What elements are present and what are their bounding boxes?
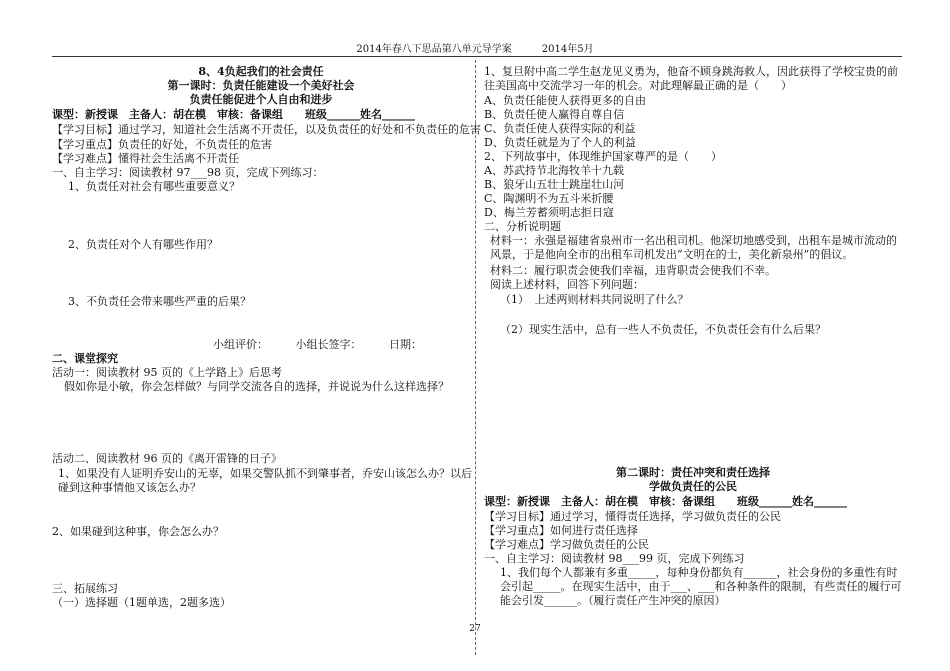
analysis-heading: 二、分析说明题 bbox=[484, 220, 561, 233]
q2-option-c: C、陶渊明不为五斗米折腰 bbox=[484, 192, 614, 205]
q1-option-c: C、负责任使人获得实际的利益 bbox=[484, 122, 636, 135]
sub-question-1: （1） 上述两则材料共同说明了什么？ bbox=[500, 293, 689, 306]
question-3: 3、不负责任会带来哪些严重的后果？ bbox=[68, 295, 251, 308]
material-1: 材料一：永强是福建省泉州市一名出租司机。他深切地感受到，出租车是城市流动的风景，于是他向全市的出租车司机发出“文明在的士，美化新泉州”的倡议。 bbox=[490, 234, 897, 261]
material-2: 材料二：履行职责会使我们幸福，违背职责会使我们不幸。 bbox=[490, 264, 776, 277]
page-number: 27 bbox=[469, 624, 481, 634]
lesson-title: 8、4负起我们的社会责任 bbox=[198, 65, 324, 78]
q1-option-a: A、负责任能使人获得更多的自由 bbox=[484, 94, 646, 107]
lesson-subtitle-2: 负责任能促进个人自由和进步 bbox=[189, 93, 333, 106]
lesson-2-meta: 课型：新授课 主备人：胡在模 审核：备课组 班级______姓名______ bbox=[484, 495, 847, 508]
learning-key: 【学习重点】负责任的好处，不负责任的危害 bbox=[52, 138, 272, 151]
self-study-heading: 一、自主学习：阅读教材 97___98 页，完成下列练习： bbox=[52, 166, 324, 179]
activity-1: 活动一：阅读教材 95 页的《上学路上》后思考 bbox=[52, 366, 282, 379]
read-instruction: 阅读上述材料，回答下列问题： bbox=[490, 278, 644, 291]
lesson-2-title: 第二课时：责任冲突和责任选择 bbox=[616, 466, 770, 479]
activity-2: 活动二、阅读教材 96 页的《离开雷锋的日子》 bbox=[52, 452, 282, 465]
section-2-heading: 二、课堂探究 bbox=[52, 352, 118, 365]
choice-question-1: 1、复旦附中高二学生赵龙见义勇为，他奋不顾身跳海救人，因此获得了学校宝贵的前往美国高中交流学习一年的机会。对此理解最正确的是（ ） bbox=[484, 65, 898, 92]
question-1: 1、负责任对社会有哪些重要意义？ bbox=[68, 180, 240, 193]
activity-1-question: 假如你是小敏，你会怎样做？与同学交流各自的选择，并说说为什么这样选择？ bbox=[64, 380, 449, 393]
lesson-2-goal: 【学习目标】通过学习，懂得责任选择，学习做负责任的公民 bbox=[484, 510, 781, 523]
q2-option-b: B、狼牙山五壮士跳崖壮山河 bbox=[484, 178, 625, 191]
lesson-meta: 课型：新授课 主备人：胡在模 审核：备课组 班级______姓名______ bbox=[52, 108, 415, 121]
q1-option-b: B、负责任使人赢得自尊自信 bbox=[484, 108, 625, 121]
learning-goal: 【学习目标】通过学习，知道社会生活离不开责任，以及负责任的好处和不负责任的危害 bbox=[52, 123, 481, 136]
column-divider bbox=[475, 60, 476, 655]
activity-2-question-1: 1、如果没有人证明乔安山的无辜，如果交警队抓不到肇事者，乔安山该怎么办？以后碰到这种事情他又该怎么办？ bbox=[58, 467, 472, 494]
question-2: 2、负责任对个人有哪些作用？ bbox=[68, 238, 218, 251]
group-evaluation: 小组评价： 小组长签字： 日期： bbox=[213, 338, 422, 351]
header-rule bbox=[52, 56, 902, 57]
learning-difficulty: 【学习难点】懂得社会生活离不开责任 bbox=[52, 152, 239, 165]
activity-2-question-2: 2、如果碰到这种事，你会怎么办？ bbox=[52, 525, 224, 538]
q2-option-d: D、梅兰芳蓄须明志拒日寇 bbox=[484, 206, 614, 219]
sub-question-2: （2）现实生活中，总有一些人不负责任，不负责任会有什么后果？ bbox=[500, 323, 826, 336]
choice-question-2: 2、下列故事中，体现维护国家尊严的是（ ） bbox=[484, 150, 722, 163]
section-3-heading: 三、拓展练习 bbox=[52, 582, 118, 595]
lesson-2-subtitle: 学做负责任的公民 bbox=[649, 480, 737, 493]
lesson-2-difficulty: 【学习难点】学习做负责任的公民 bbox=[484, 538, 649, 551]
lesson-subtitle-1: 第一课时：负责任能建设一个美好社会 bbox=[167, 79, 355, 92]
choice-heading: （一）选择题（1题单选，2题多选） bbox=[52, 596, 231, 609]
page-header: 2014年春八下思品第八单元导学案 2014年5月 bbox=[356, 44, 594, 55]
lesson-2-key: 【学习重点】如何进行责任选择 bbox=[484, 524, 638, 537]
q2-option-a: A、苏武持节北海牧羊十九载 bbox=[484, 164, 624, 177]
q1-option-d: D、负责任就是为了个人的利益 bbox=[484, 136, 636, 149]
lesson-2-self-study: 一、自主学习：阅读教材 98___99 页，完成下列练习 bbox=[484, 552, 745, 565]
fill-blank-question: 1、我们每个人都兼有多重_____，每种身份都负有______，社会身份的多重性有时会引起_____。在现实生活中，由于___、___和各种条件的限制，有些责任的履行可能会引发______。（履行责任产生冲突的原因） bbox=[500, 566, 902, 607]
